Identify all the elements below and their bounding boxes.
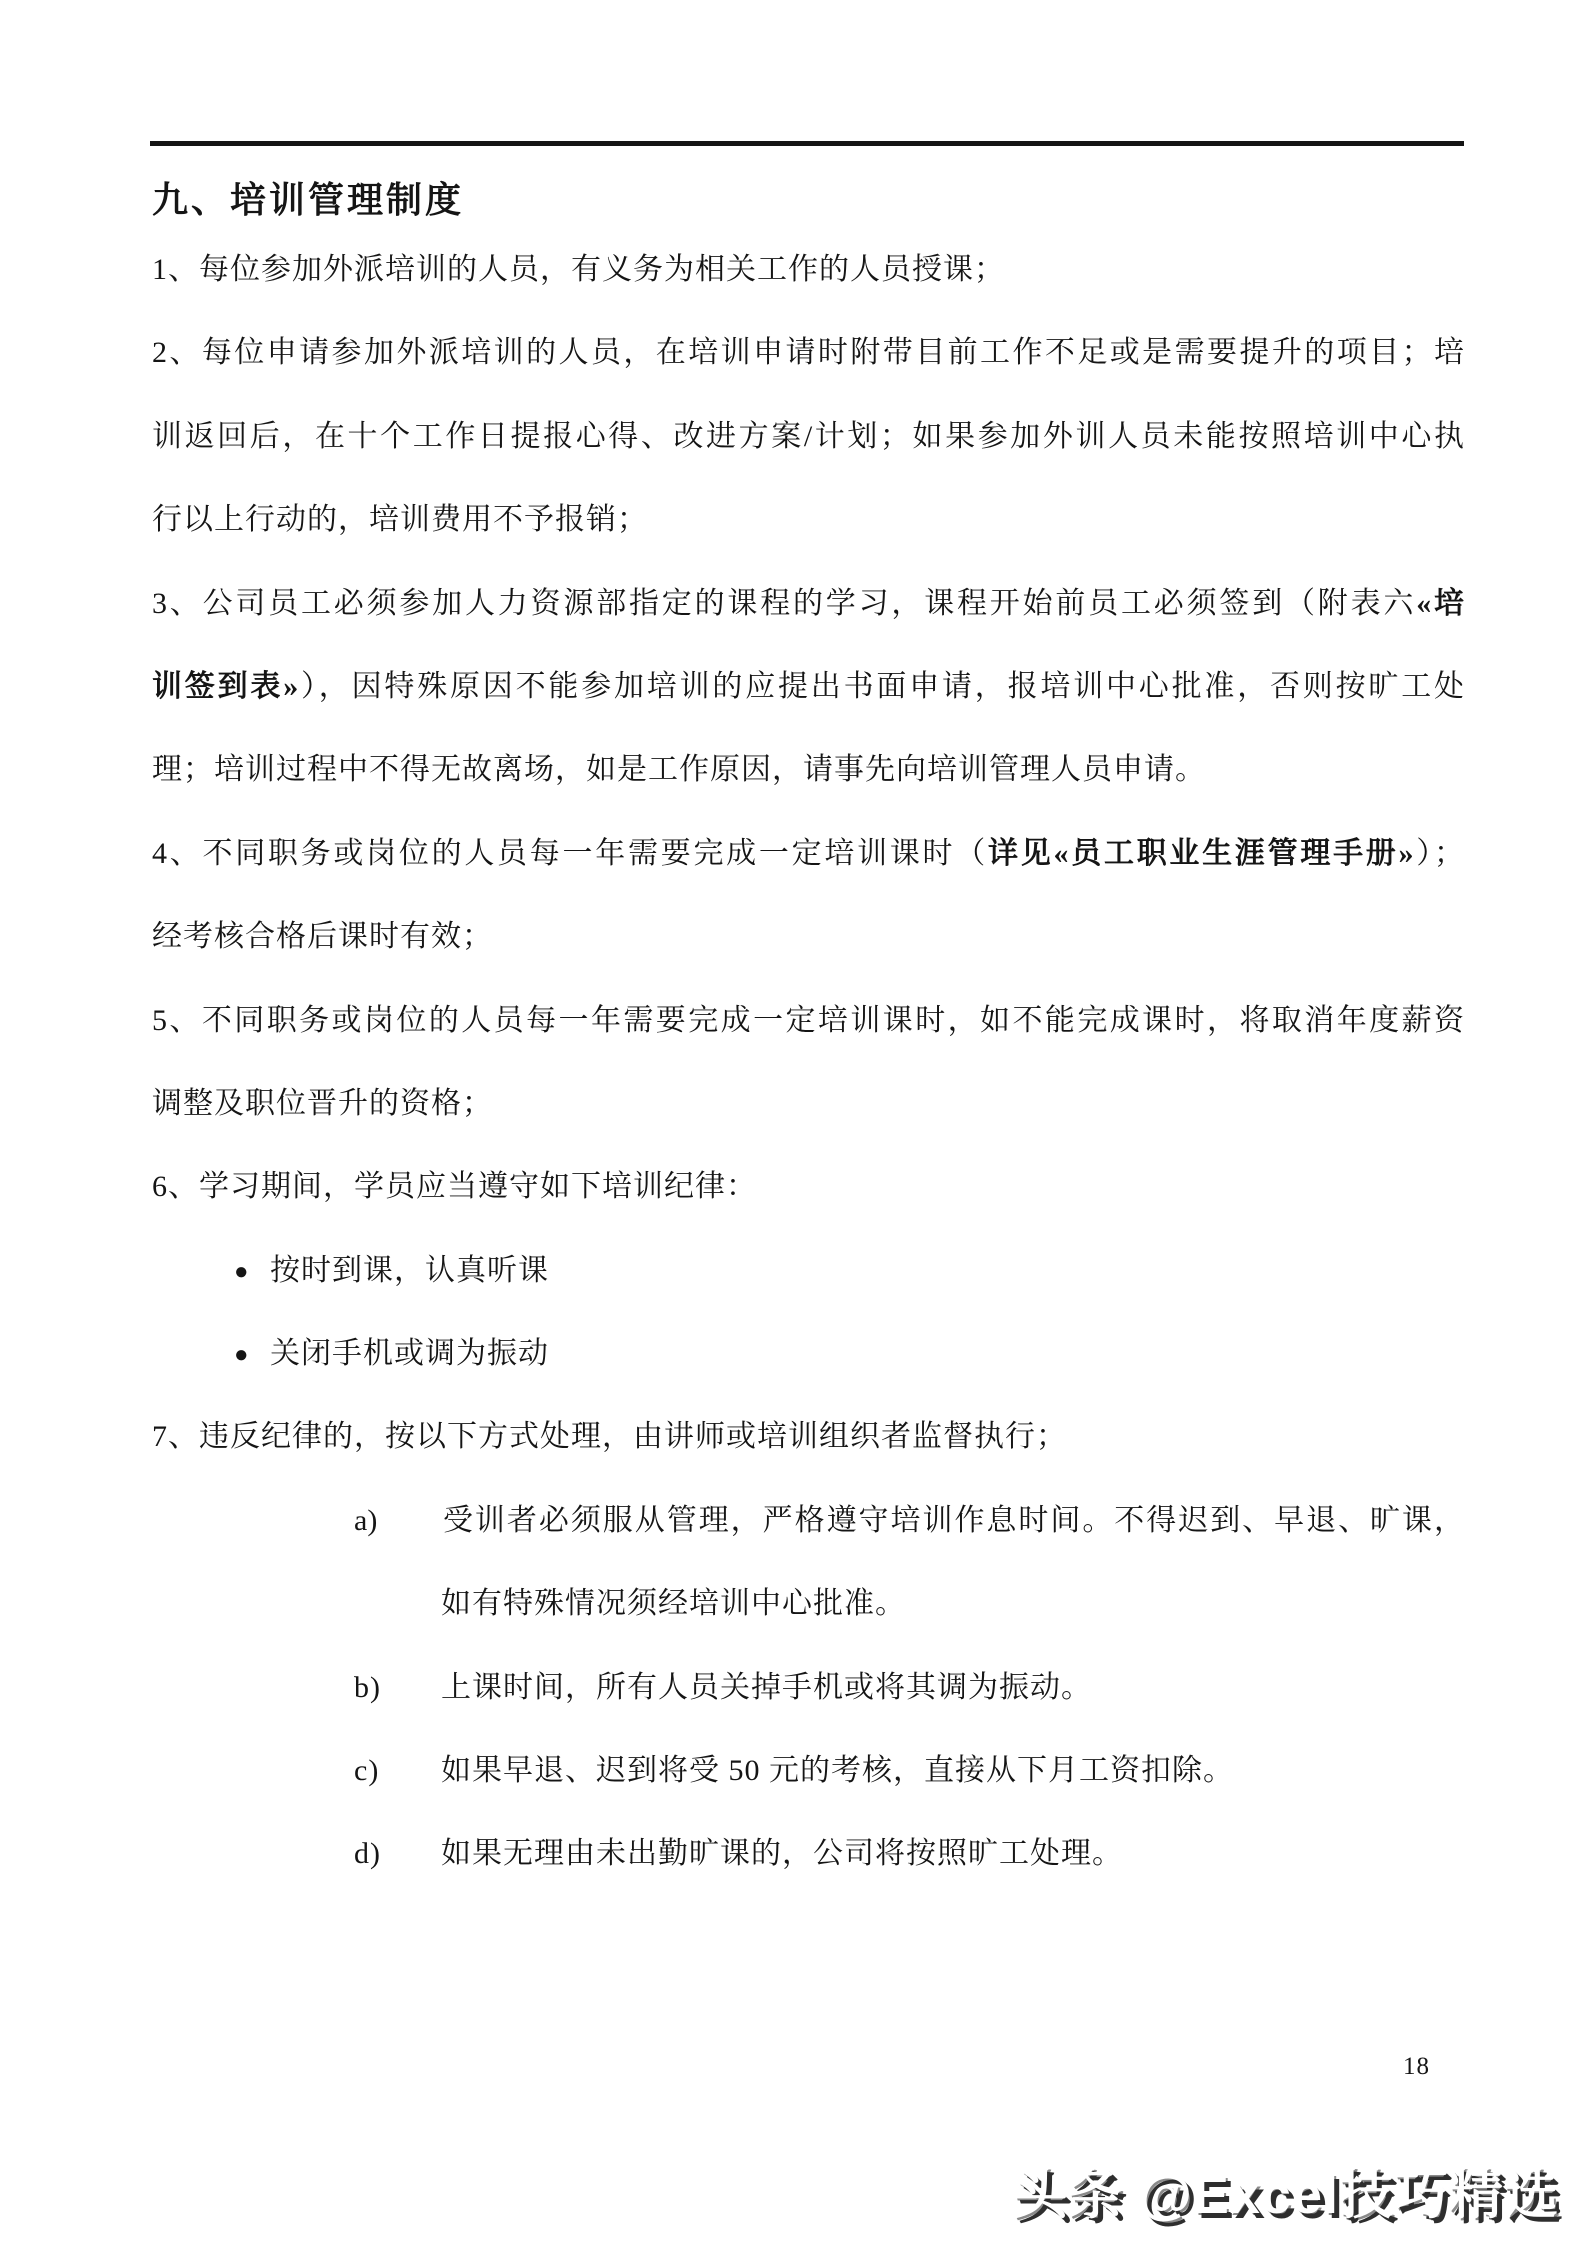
list-marker: c) <box>354 1754 380 1788</box>
text-segment: 按时到课，认真听课 <box>270 1253 549 1287</box>
text-segment: 1、每位参加外派培训的人员，有义务为相关工作的人员授课； <box>152 253 1005 286</box>
text-segment: 如有特殊情况须经培训中心批准。 <box>441 1587 906 1621</box>
paragraph-line <box>152 728 1464 811</box>
text-segment: ）； <box>1413 836 1465 870</box>
paragraph-line <box>152 895 1464 978</box>
text-segment: 如果早退、迟到将受 50 元的考核，直接从下月工资扣除。 <box>441 1754 1234 1788</box>
paragraph-line <box>152 395 1464 478</box>
document-body <box>152 228 1464 1896</box>
lettered-item-c <box>152 1729 1464 1812</box>
lettered-item-a <box>152 1479 1464 1562</box>
lettered-item-d <box>152 1812 1464 1895</box>
paragraph-line <box>152 812 1464 895</box>
text-segment: 5、不同职务或岗位的人员每一年需要完成一定培训课时，如不能完成课时，将取消年度薪资 <box>152 1003 1464 1037</box>
paragraph-line <box>152 311 1464 394</box>
list-marker: a) <box>354 1503 378 1537</box>
bullet-item <box>152 1312 1464 1395</box>
text-segment: 2、每位申请参加外派培训的人员，在培训申请时附带目前工作不足或是需要提升的项目；培 <box>152 336 1464 370</box>
text-segment: 如果无理由未出勤旷课的，公司将按照旷工处理。 <box>441 1837 1123 1871</box>
section-heading: 九、培训管理制度 <box>152 180 465 220</box>
continuation-line <box>152 1562 1464 1645</box>
paragraph-line <box>152 1062 1464 1145</box>
paragraph-line <box>152 562 1464 645</box>
text-segment-bold: 训签到表» <box>152 669 299 703</box>
page-number: 18 <box>1403 2053 1430 2080</box>
text-segment: 理；培训过程中不得无故离场，如是工作原因，请事先向培训管理人员申请。 <box>152 753 1206 787</box>
paragraph-line <box>152 1145 1464 1228</box>
bullet-icon: ● <box>234 1258 250 1285</box>
bullet-item <box>152 1229 1464 1312</box>
paragraph-line <box>152 228 1464 311</box>
text-segment: ），因特殊原因不能参加培训的应提出书面申请，报培训中心批准，否则按旷工处 <box>298 669 1465 703</box>
text-segment: 经考核合格后课时有效； <box>152 920 493 954</box>
paragraph-line <box>152 1395 1464 1478</box>
text-segment: 行以上行动的，培训费用不予报销； <box>152 503 648 537</box>
list-marker: b) <box>354 1670 381 1704</box>
text-segment: 关闭手机或调为振动 <box>270 1337 549 1371</box>
text-segment: 训返回后，在十个工作日提报心得、改进方案/计划；如果参加外训人员未能按照培训中心执 <box>152 419 1464 453</box>
text-segment: 6、学习期间，学员应当遵守如下培训纪律： <box>152 1170 757 1204</box>
text-segment-bold: 详见«员工职业生涯管理手册» <box>988 836 1414 870</box>
text-segment: 7、违反纪律的，按以下方式处理，由讲师或培训组织者监督执行； <box>152 1420 1067 1454</box>
bullet-icon: ● <box>234 1342 250 1369</box>
paragraph-line <box>152 645 1464 728</box>
list-marker: d) <box>354 1837 381 1871</box>
text-segment: 上课时间，所有人员关掉手机或将其调为振动。 <box>441 1670 1092 1704</box>
paragraph-line <box>152 478 1464 561</box>
text-segment: 调整及职位晋升的资格； <box>152 1086 493 1120</box>
lettered-item-b <box>152 1646 1464 1729</box>
text-segment: 受训者必须服从管理，严格遵守培训作息时间。不得迟到、早退、旷课， <box>441 1503 1464 1537</box>
text-segment: 3、公司员工必须参加人力资源部指定的课程的学习，课程开始前员工必须签到（附表六 <box>152 586 1417 620</box>
text-segment: 4、不同职务或岗位的人员每一年需要完成一定培训课时（ <box>152 836 989 870</box>
top-rule <box>150 141 1464 146</box>
watermark: 头条 @Excel技巧精选 <box>1013 2165 1559 2225</box>
text-segment-bold: «培 <box>1416 586 1465 620</box>
paragraph-line <box>152 979 1464 1062</box>
